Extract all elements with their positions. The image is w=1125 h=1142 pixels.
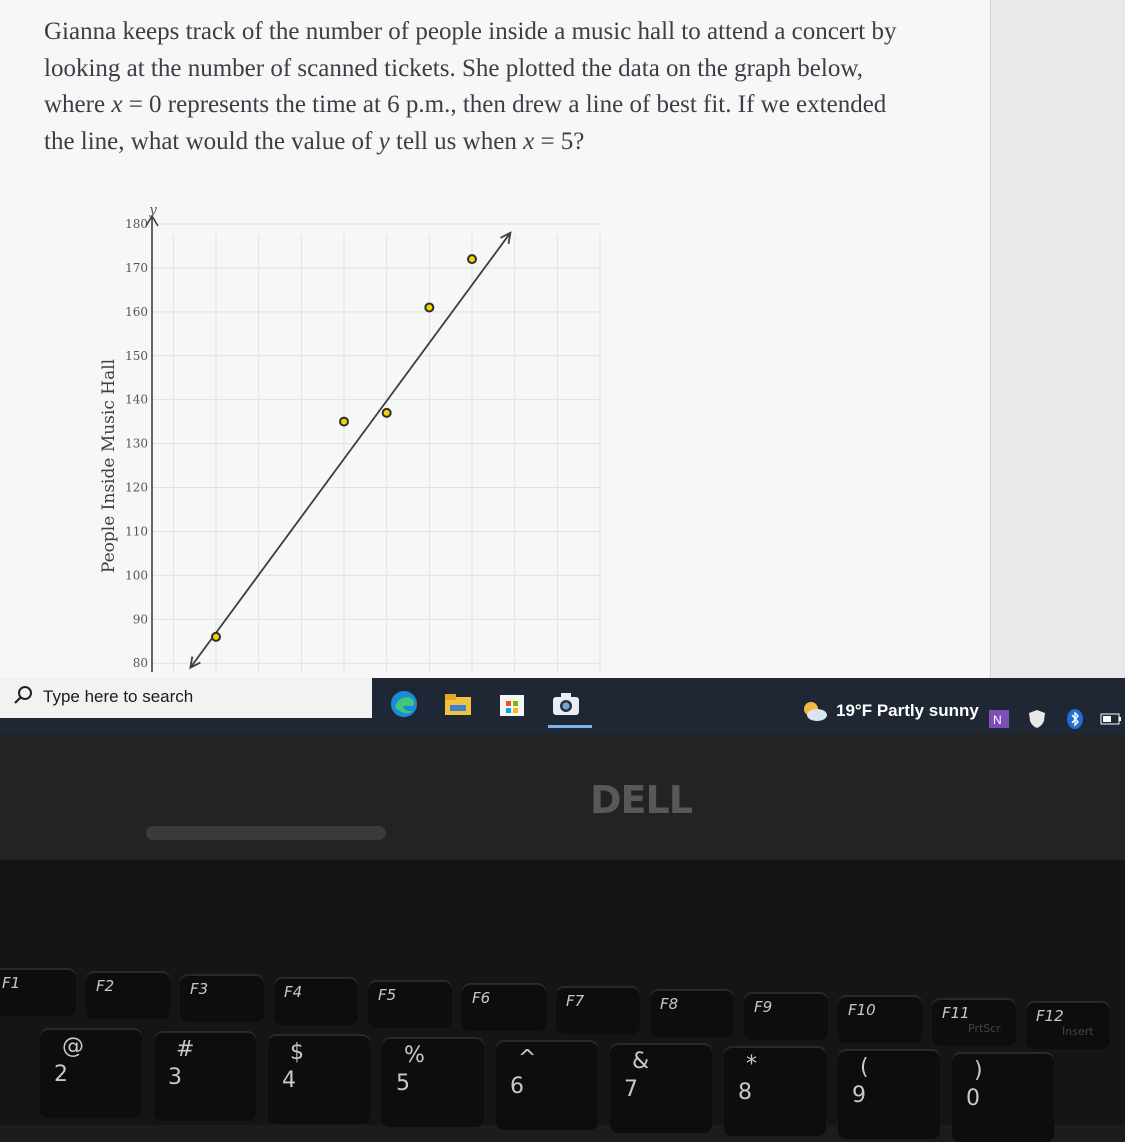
y-tick-label: 140	[125, 392, 148, 407]
key-number-label: 2	[54, 1062, 68, 1087]
key-label: F7	[566, 992, 585, 1010]
key-label: F11	[942, 1004, 970, 1022]
key-label: F8	[660, 995, 679, 1013]
key-f3[interactable]	[180, 974, 264, 1022]
partly-sunny-icon	[800, 700, 828, 722]
key-label: F10	[848, 1001, 876, 1019]
key-9[interactable]	[838, 1049, 940, 1139]
key-0[interactable]	[952, 1052, 1054, 1142]
data-point	[212, 633, 220, 641]
data-point	[340, 418, 348, 426]
key-shift-label: )	[974, 1058, 983, 1083]
key-label: F12	[1036, 1007, 1064, 1025]
key-shift-label: $	[290, 1040, 304, 1065]
key-shift-label: %	[404, 1043, 425, 1068]
key-number-label: 9	[852, 1083, 866, 1108]
key-number-label: 0	[966, 1086, 980, 1111]
question-line-2: looking at the number of scanned tickets. She plotted the data on the graph below,	[44, 54, 863, 82]
key-label: F1	[2, 974, 21, 992]
key-shift-label: #	[176, 1037, 195, 1062]
key-number-label: 8	[738, 1080, 752, 1105]
data-point	[468, 255, 476, 263]
key-f4[interactable]	[274, 977, 358, 1025]
onenote-icon[interactable]	[988, 708, 1010, 730]
file-explorer-icon[interactable]	[436, 684, 480, 724]
question-text-fragment: = 0 represents the time at 6 p.m., then drew a line of best fit. If we extended	[122, 91, 887, 118]
key-shift-label: (	[860, 1055, 869, 1080]
store-icon[interactable]	[490, 684, 534, 724]
key-f5[interactable]	[368, 980, 452, 1028]
search-placeholder: Type here to search	[43, 687, 194, 706]
key-label: F6	[472, 989, 491, 1007]
key-label: F2	[96, 977, 115, 995]
key-f10[interactable]	[838, 995, 922, 1043]
key-label: F9	[754, 998, 773, 1016]
laptop-hinge	[146, 826, 386, 840]
bluetooth-icon[interactable]	[1064, 708, 1086, 730]
windows-taskbar	[0, 678, 1125, 734]
key-f2[interactable]	[86, 971, 170, 1019]
question-text	[44, 14, 964, 160]
camera-icon[interactable]	[544, 684, 588, 724]
key-label: F3	[190, 980, 209, 998]
key-4[interactable]	[268, 1034, 370, 1124]
key-f11[interactable]	[932, 998, 1016, 1046]
key-number-label: 5	[396, 1071, 410, 1096]
key-f1[interactable]	[0, 968, 76, 1016]
y-tick-label: 130	[125, 436, 148, 451]
math-variable-y: y	[378, 127, 390, 155]
y-axis-symbol: y	[149, 203, 157, 218]
question-line-3	[44, 87, 964, 124]
search-icon	[12, 685, 34, 707]
security-shield-icon[interactable]	[1026, 708, 1048, 730]
key-6[interactable]	[496, 1040, 598, 1130]
key-sublabel: PrtScr	[968, 1022, 1001, 1035]
y-tick-label: 100	[125, 568, 148, 583]
key-f8[interactable]	[650, 989, 734, 1037]
y-tick-labels	[125, 217, 148, 670]
best-fit-line-group	[190, 233, 510, 668]
data-point	[425, 303, 433, 311]
scatter-plot	[92, 198, 612, 680]
question-line-1: Gianna keeps track of the number of people inside a music hall to attend a concert by	[44, 18, 897, 45]
math-variable-x: x	[523, 127, 535, 155]
y-tick-label: 180	[125, 217, 148, 231]
weather-text: 19°F Partly sunny	[836, 701, 979, 720]
key-f9[interactable]	[744, 992, 828, 1040]
y-tick-label: 150	[125, 348, 148, 363]
key-number-label: 6	[510, 1074, 524, 1099]
key-shift-label: &	[632, 1049, 650, 1074]
math-variable-x: x	[111, 91, 123, 118]
y-axis-title: People Inside Music Hall	[99, 358, 119, 574]
battery-icon[interactable]	[1100, 708, 1122, 730]
key-label: F5	[378, 986, 397, 1004]
key-number-label: 4	[282, 1068, 296, 1093]
key-shift-label: @	[62, 1034, 84, 1059]
svg-text:N: N	[993, 713, 1002, 727]
key-3[interactable]	[154, 1031, 256, 1121]
key-7[interactable]	[610, 1043, 712, 1133]
y-tick-label: 120	[125, 480, 148, 495]
y-tick-label: 90	[132, 612, 148, 627]
weather-widget[interactable]	[800, 700, 979, 722]
question-line-4	[44, 124, 964, 161]
data-point	[383, 409, 391, 417]
question-text-fragment: tell us when	[389, 127, 524, 155]
key-5[interactable]	[382, 1037, 484, 1127]
question-text-fragment: the line, what would the value of	[44, 127, 379, 155]
key-f7[interactable]	[556, 986, 640, 1034]
key-label: F4	[284, 983, 303, 1001]
question-text-fragment: where	[44, 91, 112, 118]
key-shift-label: ^	[518, 1046, 537, 1071]
brand-logo: DELL	[590, 778, 692, 822]
key-number-label: 7	[624, 1077, 638, 1102]
key-number-label: 3	[168, 1065, 182, 1090]
best-fit-line	[190, 233, 510, 668]
key-2[interactable]	[40, 1028, 142, 1118]
key-shift-label: *	[746, 1052, 757, 1077]
y-tick-label: 160	[125, 304, 148, 319]
edge-icon[interactable]	[382, 684, 426, 724]
y-tick-label: 110	[125, 524, 148, 539]
question-text-fragment: = 5?	[534, 127, 585, 155]
y-tick-label: 170	[125, 260, 148, 275]
taskbar-search-box[interactable]	[0, 678, 372, 718]
y-tick-label: 80	[132, 656, 148, 671]
key-f6[interactable]	[462, 983, 546, 1031]
chart-grid	[152, 224, 600, 672]
key-sublabel: Insert	[1062, 1025, 1094, 1038]
key-f12[interactable]	[1026, 1001, 1110, 1049]
key-8[interactable]	[724, 1046, 826, 1136]
